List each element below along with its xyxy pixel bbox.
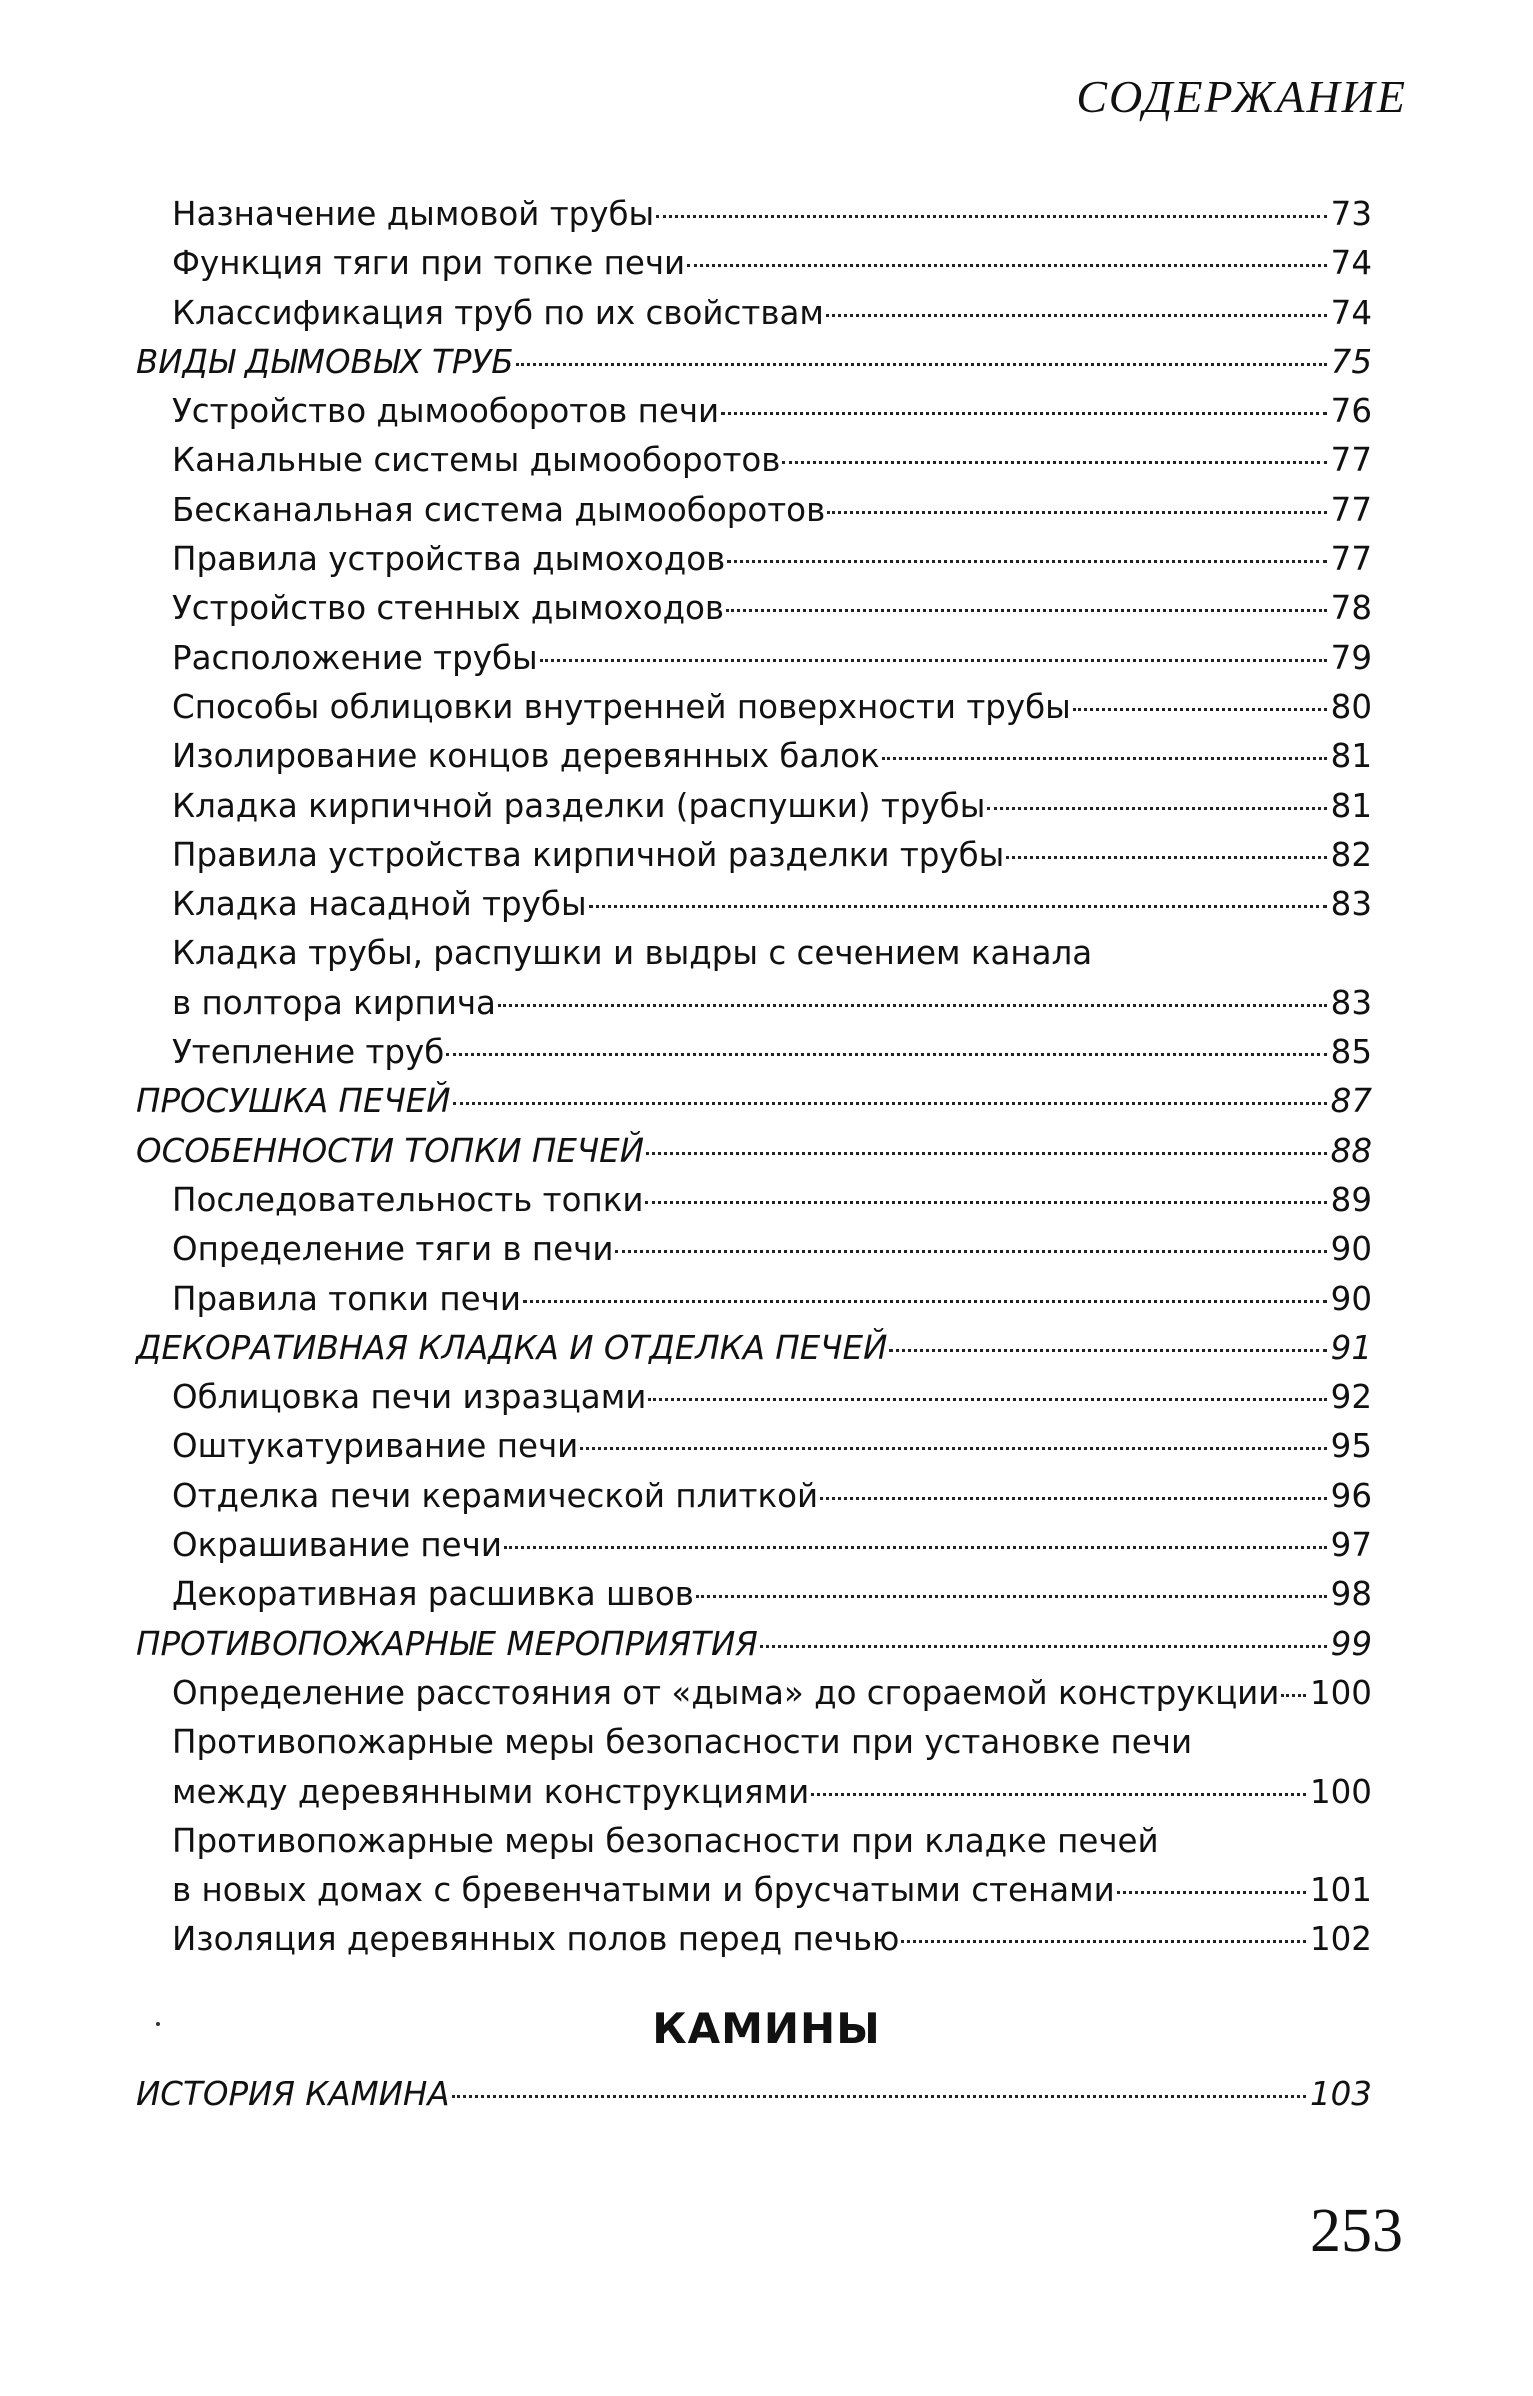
table-of-contents [136,190,1372,1965]
toc-entry-title: Правила устройства дымоходов [172,540,726,579]
toc-entry[interactable] [136,1669,1372,1718]
toc-entry-title: Окрашивание печи [172,1526,502,1565]
toc-entry-title: Классификация труб по их свойствам [172,293,824,332]
toc-section-title: ПРОТИВОПОЖАРНЫЕ МЕРОПРИЯТИЯ [136,1624,758,1663]
toc-entry-page: 78 [1330,589,1372,628]
dot-leader [782,461,1326,464]
toc-entry-page: 102 [1309,1920,1372,1959]
toc-section-entry[interactable] [136,1127,1372,1176]
toc-entry-title: Назначение дымовой трубы [172,195,655,233]
toc-entry-title-cont: в новых домах с бревенчатыми и брусчатыми стенами [172,1871,1115,1910]
toc-entry-title: Кладка насадной трубы [172,885,587,924]
toc-entry-title: Бесканальная система дымооборотов [172,490,826,529]
toc-entry-page: 89 [1330,1180,1372,1219]
dot-leader [523,1300,1327,1303]
toc-entry[interactable] [136,1570,1372,1619]
toc-entry[interactable] [136,683,1372,732]
toc-entry[interactable] [136,486,1372,535]
toc-entry-page: 83 [1330,983,1372,1022]
page-number: 253 [1310,2197,1403,2265]
toc-entry-title: Изоляция деревянных полов перед печью [172,1920,900,1959]
toc-entry-page: 96 [1330,1476,1372,1515]
toc-entry-page: 90 [1330,1230,1372,1269]
dot-leader [901,1940,1306,1943]
toc-entry[interactable] [136,1422,1372,1471]
toc-entry[interactable] [136,1225,1372,1274]
dot-leader [882,757,1327,760]
dot-leader [615,1250,1326,1253]
toc-entry[interactable] [136,732,1372,781]
toc-entry[interactable] [136,387,1372,436]
toc-entry-title: Устройство стенных дымоходов [172,589,725,628]
dot-leader [646,1152,1327,1155]
toc-entry-page: 83 [1330,885,1372,924]
toc-entry-page: 100 [1309,1673,1372,1712]
toc-entry[interactable] [136,1915,1372,1964]
toc-section-page: 75 [1330,342,1372,381]
toc-entry[interactable] [136,436,1372,485]
toc-entry-title: Способы облицовки внутренней поверхности трубы [172,687,1071,726]
toc-entry-page: 77 [1330,441,1372,480]
dot-leader [827,511,1326,514]
toc-entry-page: 92 [1330,1378,1372,1417]
toc-section-entry[interactable] [136,338,1372,387]
toc-entry[interactable] [136,1521,1372,1570]
dot-leader [820,1497,1327,1500]
toc-entry-page: 80 [1330,687,1372,726]
dot-leader [589,905,1327,908]
toc-section-title: ИСТОРИЯ КАМИНА [136,2075,450,2113]
part-title: КАМИНЫ [652,2004,881,2053]
toc-entry-title: Расположение трубы [172,638,538,677]
dot-leader [889,1349,1326,1352]
toc-section-entry[interactable] [136,1324,1372,1373]
toc-entry-title: Последовательность топки [172,1180,644,1219]
dot-leader [760,1645,1327,1648]
toc-entry[interactable] [136,289,1372,338]
toc-entry-title[interactable]: Кладка трубы, распушки и выдры с сечением канала [172,934,1093,973]
toc-entry-page: 82 [1330,835,1372,874]
dot-leader [498,1004,1327,1007]
toc-section-title: ОСОБЕННОСТИ ТОПКИ ПЕЧЕЙ [136,1131,645,1170]
toc-entry-page: 74 [1330,293,1372,332]
toc-section-title: ДЕКОРАТИВНАЯ КЛАДКА И ОТДЕЛКА ПЕЧЕЙ [136,1328,888,1367]
toc-entry-title[interactable]: Противопожарные меры безопасности при установке печи [172,1723,1193,1762]
toc-entry-title: Устройство дымооборотов печи [172,392,720,431]
toc-entry[interactable] [136,782,1372,831]
toc-entry[interactable] [136,1866,1372,1915]
dot-leader [811,1793,1306,1796]
toc-section-title: ВИДЫ ДЫМОВЫХ ТРУБ [136,342,514,381]
toc-entry-title-cont: между деревянными конструкциями [172,1772,810,1811]
toc-entry[interactable] [136,239,1372,288]
toc-entry-page: 101 [1309,1871,1372,1910]
toc-entry[interactable] [136,1176,1372,1225]
toc-entry-title: Правила устройства кирпичной разделки трубы [172,835,1005,874]
toc-entry-title: Декоративная расшивка швов [172,1575,694,1614]
toc-entry-page: 74 [1330,244,1372,283]
toc-entry-title: Определение расстояния от «дыма» до сгораемой конструкции [172,1673,1280,1712]
toc-section-page: 88 [1330,1131,1372,1170]
toc-entry-page: 77 [1330,540,1372,579]
toc-entry-title: Определение тяги в печи [172,1230,614,1269]
toc-entry[interactable] [136,979,1372,1028]
toc-section-entry[interactable] [136,2070,1372,2119]
dot-leader [504,1546,1327,1549]
dot-leader [726,609,1327,612]
dot-leader [987,807,1326,810]
toc-section-page: 99 [1330,1624,1372,1663]
dot-leader [540,659,1327,662]
toc-entry-title: Оштукатуривание печи [172,1427,579,1466]
toc-entry[interactable] [136,880,1372,929]
toc-entry[interactable] [136,831,1372,880]
toc-entry[interactable] [136,1373,1372,1422]
toc-entry-title: Утепление труб [172,1033,445,1072]
dot-leader [516,363,1327,366]
dot-leader [580,1447,1326,1450]
toc-section-page: 87 [1330,1082,1372,1121]
toc-entry-title: Изолирование концов деревянных балок [172,737,880,776]
dot-leader [721,412,1327,415]
toc-entry-page: 79 [1330,638,1372,677]
toc-entry-title[interactable]: Противопожарные меры безопасности при кладке печей [172,1821,1159,1860]
toc-entry[interactable] [136,584,1372,633]
toc-entry[interactable] [136,634,1372,683]
toc-entry-title: Функция тяги при топке печи [172,244,686,283]
toc-entry-title: Правила топки печи [172,1279,521,1318]
dot-leader [826,314,1327,317]
toc-entry-page: 73 [1330,195,1372,233]
dot-leader [696,1595,1327,1598]
dot-leader [1281,1694,1306,1697]
dot-leader [727,560,1326,563]
dot-leader [1073,708,1327,711]
dot-leader [648,1398,1326,1401]
toc-entry-title: Канальные системы дымооборотов [172,441,781,480]
toc-section-page: 103 [1309,2075,1372,2113]
toc-entry[interactable] [136,1275,1372,1324]
toc-entry-page: 90 [1330,1279,1372,1318]
dot-leader [452,2095,1306,2098]
toc-entry-page: 81 [1330,786,1372,825]
toc-section-entry[interactable] [136,1077,1372,1126]
toc-entry-page: 85 [1330,1033,1372,1072]
dot-leader [453,1102,1327,1105]
toc-section-page: 91 [1330,1328,1372,1367]
toc-entry-page: 100 [1309,1772,1372,1811]
dot-leader [446,1053,1326,1056]
toc-entry-title: Облицовка печи изразцами [172,1378,647,1417]
toc-entry[interactable] [136,1028,1372,1077]
dot-leader [687,264,1326,267]
toc-entry-page: 98 [1330,1575,1372,1614]
toc-entry-page: 95 [1330,1427,1372,1466]
toc-entry-title: Кладка кирпичной разделки (распушки) трубы [172,786,986,825]
running-head: СОДЕРЖАНИЕ [1076,71,1407,122]
toc-entry[interactable] [136,1768,1372,1817]
toc-entry-page: 77 [1330,490,1372,529]
toc-section-title: ПРОСУШКА ПЕЧЕЙ [136,1082,451,1121]
toc-entry[interactable] [136,535,1372,584]
toc-entry-page: 76 [1330,392,1372,431]
toc-entry-title: Отделка печи керамической плиткой [172,1476,819,1515]
toc-entry[interactable] [136,1472,1372,1521]
toc-entry-page: 97 [1330,1526,1372,1565]
dot-leader [1006,856,1326,859]
table-of-contents-continued [136,2070,1372,2119]
toc-entry-title-cont: в полтора кирпича [172,983,496,1022]
dot-leader [1117,1891,1306,1894]
toc-entry[interactable] [136,190,1372,239]
toc-entry-page: 81 [1330,737,1372,776]
dot-leader [656,215,1326,218]
dot-leader [645,1201,1326,1204]
toc-section-entry[interactable] [136,1620,1372,1669]
